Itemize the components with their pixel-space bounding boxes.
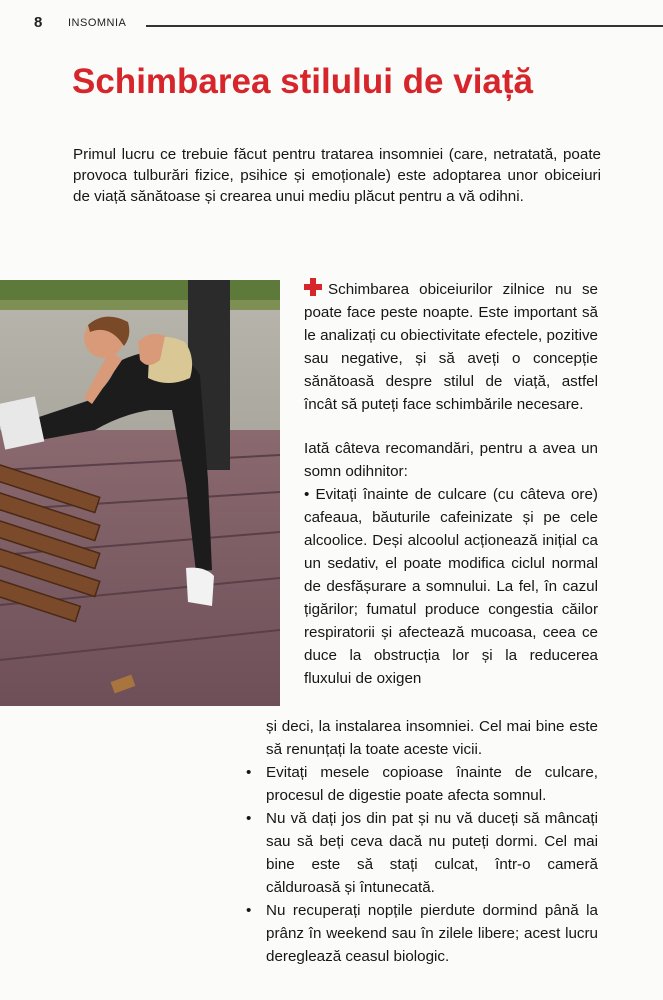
page-title: Schimbarea stilului de viață xyxy=(72,62,533,101)
bullet-1-continuation: și deci, la instalarea insomniei. Cel mai bine este să renunțați la toate aceste vicii. xyxy=(266,718,598,758)
header-rule xyxy=(146,25,663,27)
list-item: • Evitați mesele copioase înainte de culcare, procesul de digestie poate afecta somnul. xyxy=(244,761,598,807)
right-column xyxy=(304,278,598,690)
continued-text xyxy=(266,715,598,761)
running-head: INSOMNIA xyxy=(68,17,127,29)
paragraph-habits xyxy=(304,278,598,416)
bullet-1-text: • Evitați înainte de culcare (cu câteva ore) cafeaua, băuturile cafeinizate și pe cele alcoolice. Deși alcoolul acționează inițial ca un sedativ, el poate modifica ciclul normal de desfășurare a somnului. La fel, în cazul țigărilor; fumatul produce congestia căilor respiratorii și afectează mucoasa, ceea ce duce la obstrucția lor și la reducerea fluxului de oxigen xyxy=(304,486,598,687)
list-item: • Nu vă dați jos din pat și nu vă duceți să mâncați sau să beți ceva dacă nu puteți dormi. Cel mai bine este să stați culcat, într-o cameră călduroasă și întunecată. xyxy=(244,807,598,899)
page-header xyxy=(34,14,663,34)
paragraph-recommendations: Iată câteva recomandări, pentru a avea un somn odihnitor: xyxy=(304,440,598,480)
paragraph-habits-text: Schimbarea obiceiurilor zilnice nu se poate face peste noapte. Este important să le analizați cu obiectivitate efectele, pozitive sau negative, și să aveți o concepție sănătoasă despre stilul de viață, astfel încât să puteți face schimbările necesare. xyxy=(304,281,598,413)
recommendation-list xyxy=(244,761,598,968)
red-cross-icon xyxy=(304,278,322,296)
intro-paragraph: Primul lucru ce trebuie făcut pentru tratarea insomniei (care, netratată, poate provoca tulburări fizice, psihice și emoționale) este adoptarea unor obiceiuri de viață sănătoase și crearea unui mediu plăcut pentru a vă odihni. xyxy=(73,146,601,205)
list-item: • Nu recuperați nopțile pierdute dormind până la prânz în weekend sau în zilele libere; acest lucru dereglează ceasul biologic. xyxy=(244,899,598,968)
exercise-photo xyxy=(0,280,280,706)
page-number: 8 xyxy=(34,14,43,31)
